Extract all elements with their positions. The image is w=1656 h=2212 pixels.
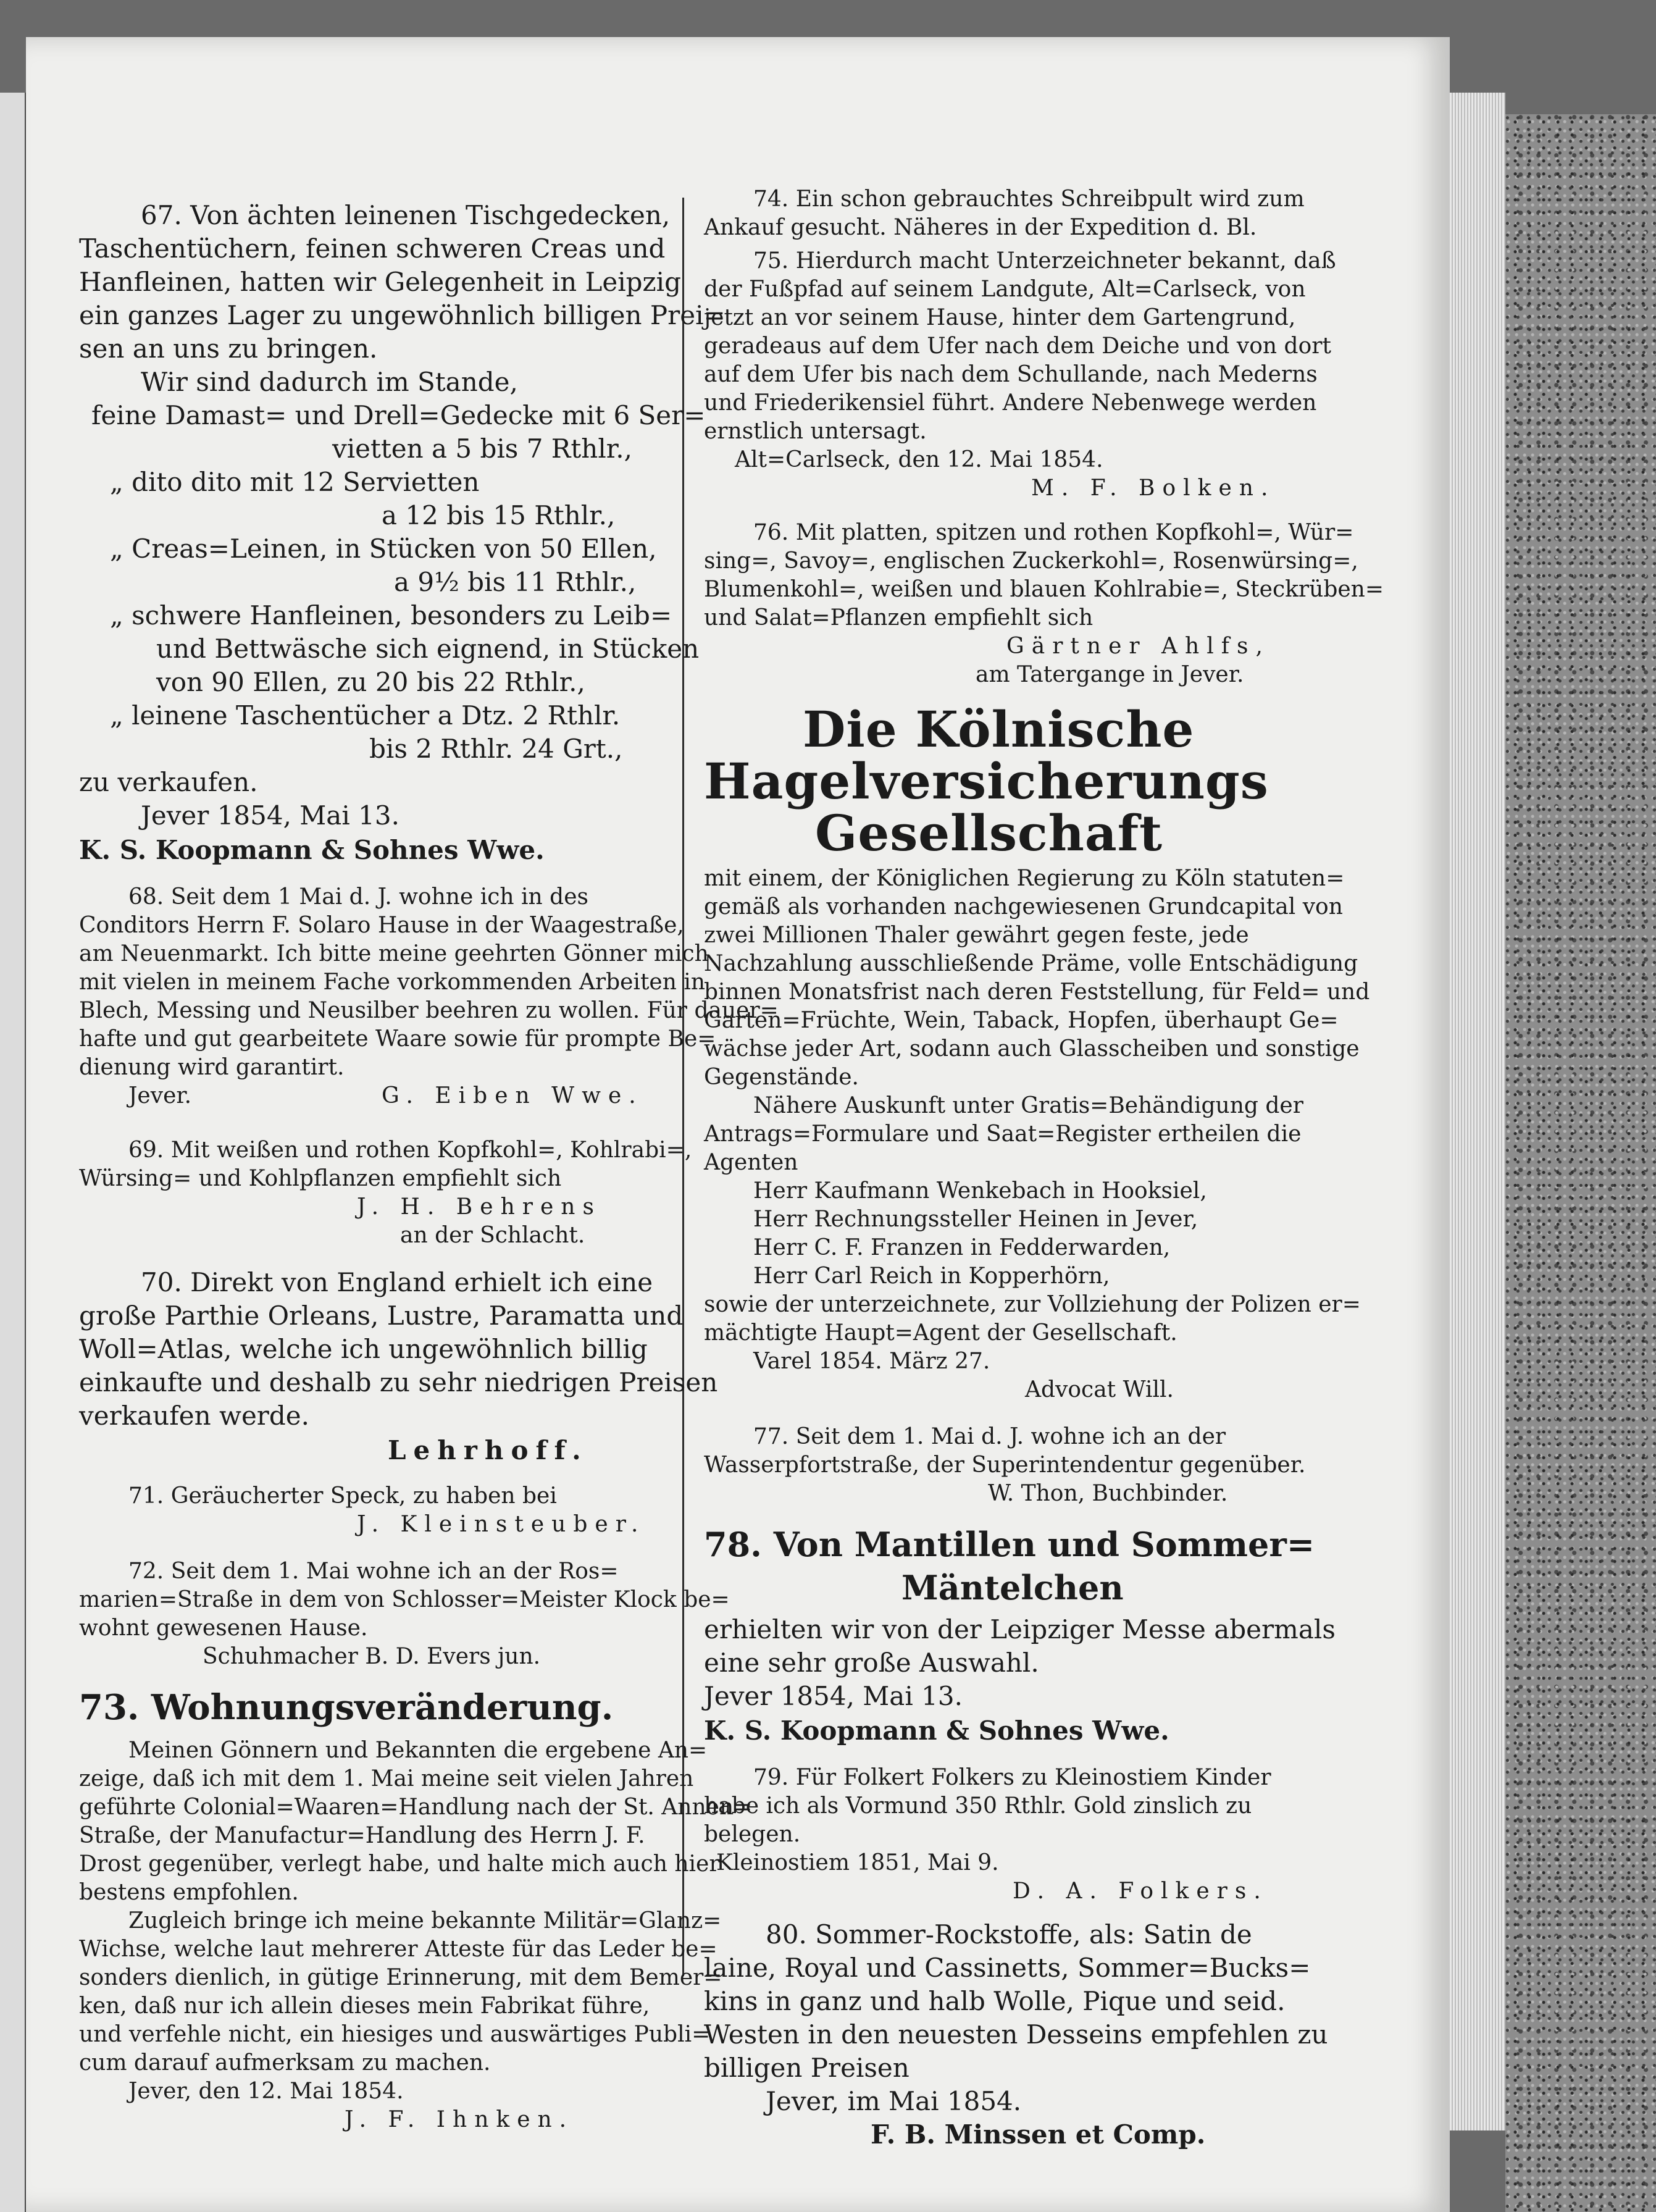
- ad-67-line: bis 2 Rthlr. 24 Grt.,: [369, 734, 623, 764]
- ad-67-line: 67. Von ächten leinenen Tischgedecken,: [141, 200, 671, 230]
- ad-74-line: Ankauf gesucht. Näheres in der Expedition d. Bl.: [704, 215, 1257, 240]
- ad-77-line: 77. Seit dem 1. Mai d. J. wohne ich an der: [753, 1424, 1226, 1449]
- ad-73-line: Wichse, welche laut mehrerer Atteste für das Leder be=: [79, 1937, 717, 1962]
- ad-80-line: Westen in den neuesten Desseins empfehlen zu: [704, 2019, 1328, 2050]
- ad-78-line: eine sehr große Auswahl.: [704, 1648, 1039, 1678]
- ad-67-line: „ Creas=Leinen, in Stücken von 50 Ellen,: [110, 534, 657, 564]
- column-divider: [682, 198, 684, 1976]
- ad-78-heading: Mäntelchen: [901, 1568, 1124, 1607]
- ad-67-date: Jever 1854, Mai 13.: [141, 800, 399, 831]
- ad-68-line: Conditors Herrn F. Solaro Hause in der Waagestraße,: [79, 913, 684, 938]
- ad-67-line: ein ganzes Lager zu ungewöhnlich billigen Prei=: [79, 300, 726, 330]
- ad-73-line: bestens empfohlen.: [79, 1880, 299, 1905]
- ad-70-line: verkaufen werde.: [79, 1401, 309, 1431]
- ad-68-line: hafte und gut gearbeitete Waare sowie für prompte Be=: [79, 1026, 716, 1052]
- ad-70-signature: Lehrhoff.: [388, 1435, 588, 1465]
- ad-76-line: 76. Mit platten, spitzen und rothen Kopfkohl=, Wür=: [753, 520, 1354, 545]
- ad-72-line: 72. Seit dem 1. Mai wohne ich an der Ros=: [128, 1559, 619, 1584]
- ad-68-line: mit vielen in meinem Fache vorkommenden Arbeiten in: [79, 970, 706, 995]
- ad-80-line: 80. Sommer-Rockstoffe, als: Satin de: [766, 1919, 1252, 1950]
- ad-78-date: Jever 1854, Mai 13.: [704, 1681, 963, 1711]
- ad-71-line: 71. Geräucherter Speck, zu haben bei: [128, 1483, 557, 1509]
- ad-75-line: geradeaus auf dem Ufer nach dem Deiche und von dort: [704, 333, 1331, 359]
- insurance-line: wächse jeder Art, sodann auch Glasscheiben und sonstige: [704, 1036, 1360, 1062]
- ad-67-line: Hanfleinen, hatten wir Gelegenheit in Leipzig: [79, 267, 681, 297]
- insurance-line: Agenten: [704, 1150, 798, 1175]
- ad-75-date: Alt=Carlseck, den 12. Mai 1854.: [735, 447, 1103, 472]
- ad-72-signature: Schuhmacher B. D. Evers jun.: [203, 1644, 541, 1669]
- marbled-book-cover: [1505, 114, 1656, 2212]
- ad-70-line: einkaufte und deshalb zu sehr niedrigen Preisen: [79, 1367, 718, 1397]
- insurance-date: Varel 1854. März 27.: [753, 1349, 990, 1374]
- insurance-line: binnen Monatsfrist nach deren Feststellung, für Feld= und: [704, 979, 1370, 1005]
- ad-75-line: und Friederikensiel führt. Andere Nebenwege werden: [704, 390, 1317, 416]
- ad-77-line: Wasserpfortstraße, der Superintendentur gegenüber.: [704, 1452, 1306, 1478]
- ad-76-line: sing=, Savoy=, englischen Zuckerkohl=, Rosenwürsing=,: [704, 548, 1358, 574]
- ad-67-line: feine Damast= und Drell=Gedecke mit 6 Ser=: [91, 400, 706, 430]
- ad-79-line: 79. Für Folkert Folkers zu Kleinostiem Kinder: [753, 1765, 1271, 1790]
- ad-72-line: wohnt gewesenen Hause.: [79, 1615, 368, 1641]
- insurance-agent: Herr Rechnungssteller Heinen in Jever,: [753, 1207, 1198, 1232]
- ad-80-line: kins in ganz und halb Wolle, Pique und seid.: [704, 1986, 1286, 2016]
- ad-69-line: 69. Mit weißen und rothen Kopfkohl=, Kohlrabi=,: [128, 1137, 692, 1163]
- ad-73-signature: J. F. Ihnken.: [345, 2107, 574, 2132]
- ad-78-heading: 78. Von Mantillen und Sommer=: [704, 1525, 1315, 1564]
- insurance-line: Antrags=Formulare und Saat=Register ertheilen die: [704, 1121, 1302, 1147]
- ad-67-signature: K. S. Koopmann & Sohnes Wwe.: [79, 835, 545, 865]
- insurance-agent: Herr Carl Reich in Kopperhörn,: [753, 1263, 1110, 1289]
- insurance-headline: Die Kölnische: [803, 700, 1195, 758]
- insurance-line: gemäß als vorhanden nachgewiesenen Grundcapital von: [704, 894, 1343, 920]
- insurance-signature: Advocat Will.: [1025, 1377, 1174, 1402]
- ad-69-signature: J. H. Behrens: [357, 1194, 601, 1220]
- ad-73-line: Zugleich bringe ich meine bekannte Militär=Glanz=: [128, 1908, 722, 1933]
- ad-76-line: Blumenkohl=, weißen und blauen Kohlrabie=, Steckrüben=: [704, 577, 1384, 602]
- ad-68-line: am Neuenmarkt. Ich bitte meine geehrten Gönner mich: [79, 941, 709, 966]
- insurance-line: Garten=Früchte, Wein, Taback, Hopfen, überhaupt Ge=: [704, 1008, 1339, 1033]
- ad-67-line: zu verkaufen.: [79, 767, 258, 797]
- ad-79-line: habe ich als Vormund 350 Rthlr. Gold zinslich zu: [704, 1793, 1252, 1819]
- ad-73-line: cum darauf aufmerksam zu machen.: [79, 2050, 491, 2076]
- ad-67-line: „ schwere Hanfleinen, besonders zu Leib=: [110, 600, 672, 631]
- ad-67-line: von 90 Ellen, zu 20 bis 22 Rthlr.,: [156, 667, 585, 697]
- ad-73-line: geführte Colonial=Waaren=Handlung nach der St. Annen=: [79, 1795, 753, 1820]
- insurance-line: Gegenstände.: [704, 1065, 859, 1090]
- ad-75-line: ernstlich untersagt.: [704, 419, 927, 444]
- ad-70-line: 70. Direkt von England erhielt ich eine: [141, 1267, 653, 1297]
- ad-71-signature: J. Kleinsteuber.: [357, 1512, 646, 1537]
- ad-68-line: Blech, Messing und Neusilber beehren zu wollen. Für dauer=: [79, 998, 779, 1023]
- insurance-line: sowie der unterzeichnete, zur Vollziehung der Polizen er=: [704, 1292, 1361, 1317]
- ad-68-line: 68. Seit dem 1 Mai d. J. wohne ich in des: [128, 884, 588, 910]
- ad-75-signature: M. F. Bolken.: [1031, 475, 1276, 501]
- ad-78-line: erhielten wir von der Leipziger Messe abermals: [704, 1614, 1336, 1644]
- ad-80-date: Jever, im Mai 1854.: [766, 2086, 1022, 2116]
- ad-73-line: sonders dienlich, in gütige Erinnerung, mit dem Bemer=: [79, 1965, 722, 1990]
- ad-70-line: Woll=Atlas, welche ich ungewöhnlich billig: [79, 1334, 648, 1364]
- ad-67-line: „ dito dito mit 12 Servietten: [110, 467, 480, 497]
- insurance-headline: Gesellschaft: [815, 804, 1163, 862]
- ad-80-line: billigen Preisen: [704, 2053, 910, 2083]
- ad-76-signature: Gärtner Ahlfs,: [1006, 634, 1270, 659]
- ad-68-line: dienung wird garantirt.: [79, 1055, 345, 1080]
- insurance-line: mit einem, der Königlichen Regierung zu Köln statuten=: [704, 866, 1345, 891]
- ad-79-line: belegen.: [704, 1822, 801, 1847]
- ad-68-signature: G. Eiben Wwe.: [382, 1083, 643, 1108]
- ad-74-line: 74. Ein schon gebrauchtes Schreibpult wird zum: [753, 186, 1305, 212]
- ad-67-line: „ leinene Taschentücher a Dtz. 2 Rthlr.: [110, 700, 621, 731]
- ad-78-signature: K. S. Koopmann & Sohnes Wwe.: [704, 1716, 1169, 1746]
- ad-68-place: Jever.: [128, 1083, 192, 1108]
- ad-73-line: und verfehle nicht, ein hiesiges und auswärtiges Publi=: [79, 2022, 711, 2047]
- ad-73-date: Jever, den 12. Mai 1854.: [128, 2079, 404, 2104]
- ad-67-line: vietten a 5 bis 7 Rthlr.,: [332, 434, 632, 464]
- ad-76-line: und Salat=Pflanzen empfiehlt sich: [704, 605, 1094, 631]
- insurance-line: zwei Millionen Thaler gewährt gegen feste, jede: [704, 923, 1249, 948]
- ad-73-line: Meinen Gönnern und Bekannten die ergebene An=: [128, 1738, 708, 1763]
- ad-67-line: und Bettwäsche sich eignend, in Stücken: [156, 634, 700, 664]
- ad-73-line: Straße, der Manufactur=Handlung des Herrn J. F.: [79, 1823, 645, 1848]
- ad-67-line: sen an uns zu bringen.: [79, 333, 378, 364]
- ad-80-signature: F. B. Minssen et Comp.: [871, 2119, 1206, 2150]
- ad-67-line: a 12 bis 15 Rthlr.,: [382, 500, 616, 530]
- facing-page-edge: [0, 93, 27, 2212]
- ad-77-signature: W. Thon, Buchbinder.: [988, 1481, 1228, 1506]
- ad-73-line: ken, daß nur ich allein dieses mein Fabrikat führe,: [79, 1993, 650, 2019]
- ad-75-line: jetzt an vor seinem Hause, hinter dem Gartengrund,: [704, 305, 1296, 330]
- book-page-edges: [1450, 93, 1505, 2130]
- ad-72-line: marien=Straße in dem von Schlosser=Meister Klock be=: [79, 1587, 730, 1612]
- ad-79-date: Kleinostiem 1851, Mai 9.: [716, 1850, 999, 1875]
- ad-73-line: Drost gegenüber, verlegt habe, und halte mich auch hier: [79, 1851, 720, 1877]
- ad-69-line: Würsing= und Kohlpflanzen empfiehlt sich: [79, 1166, 562, 1191]
- ad-75-line: 75. Hierdurch macht Unterzeichneter bekannt, daß: [753, 248, 1336, 274]
- ad-75-line: der Fußpfad auf seinem Landgute, Alt=Carlseck, von: [704, 277, 1306, 302]
- ad-67-line: Wir sind dadurch im Stande,: [141, 367, 518, 397]
- ad-79-signature: D. A. Folkers.: [1013, 1879, 1268, 1904]
- insurance-agent: Herr Kaufmann Wenkebach in Hooksiel,: [753, 1178, 1207, 1204]
- ad-73-heading: 73. Wohnungsveränderung.: [79, 1687, 614, 1728]
- insurance-line: Nachzahlung ausschließende Präme, volle Entschädigung: [704, 951, 1358, 976]
- ad-73-line: zeige, daß ich mit dem 1. Mai meine seit vielen Jahren: [79, 1766, 694, 1791]
- ad-67-line: a 9½ bis 11 Rthlr.,: [394, 567, 637, 597]
- ad-67-line: Taschentüchern, feinen schweren Creas und: [79, 233, 666, 264]
- ad-80-line: laine, Royal und Cassinetts, Sommer=Bucks=: [704, 1953, 1311, 1983]
- ad-75-line: auf dem Ufer bis nach dem Schullande, nach Mederns: [704, 362, 1318, 387]
- ad-69-address: an der Schlacht.: [400, 1223, 585, 1248]
- insurance-headline: Hagelversicherungs: [704, 752, 1269, 810]
- ad-70-line: große Parthie Orleans, Lustre, Paramatta und: [79, 1301, 684, 1331]
- insurance-agent: Herr C. F. Franzen in Fedderwarden,: [753, 1235, 1171, 1260]
- ad-76-address: am Tatergange in Jever.: [976, 662, 1244, 687]
- insurance-line: Nähere Auskunft unter Gratis=Behändigung der: [753, 1093, 1303, 1118]
- insurance-line: mächtigte Haupt=Agent der Gesellschaft.: [704, 1320, 1177, 1346]
